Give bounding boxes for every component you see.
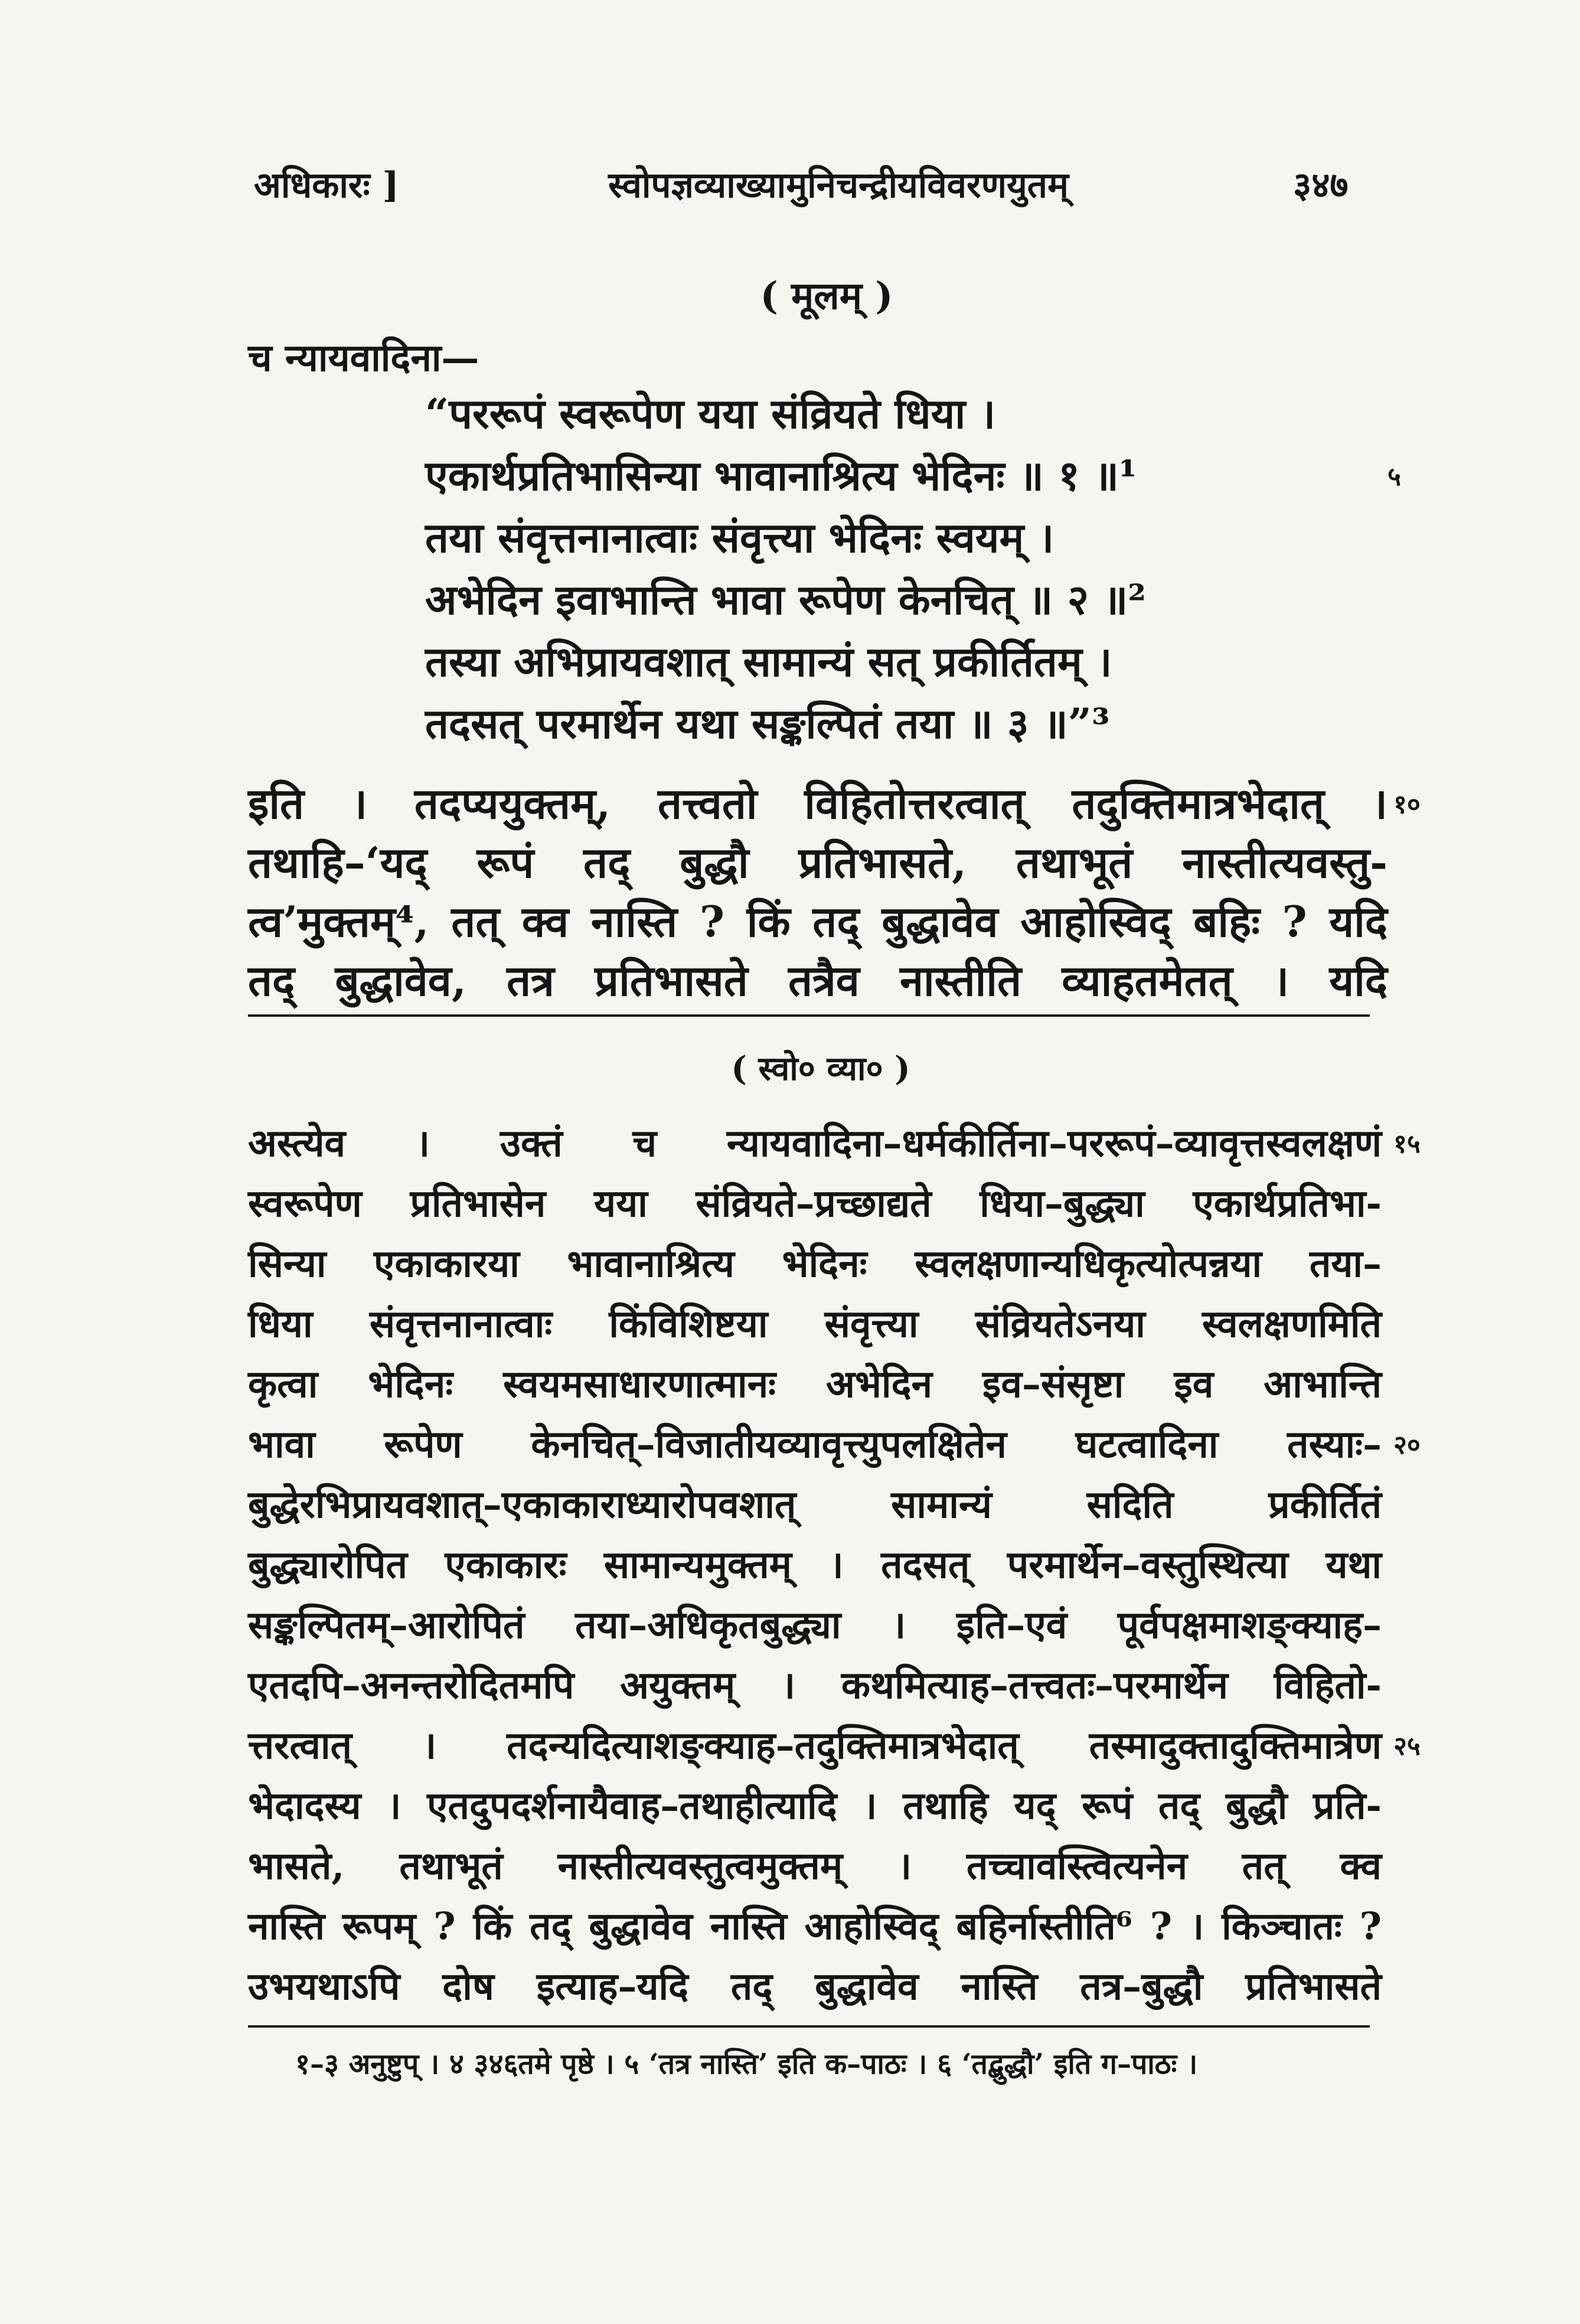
commentary-line: भावा रूपेण केनचित्–विजातीयव्यावृत्त्युपलक्षितेन घटत्वादिना तस्याः– xyxy=(248,1422,1382,1467)
commentary-line: बुद्धेरभिप्रायवशात्–एकाकाराध्यारोपवशात् सामान्यं सदिति प्रकीर्तितं xyxy=(248,1483,1382,1527)
commentary-line: अस्त्येव । उक्तं च न्यायवादिना–धर्मकीर्तिना–पररूपं–व्यावृत्तस्वलक्षणं xyxy=(248,1121,1382,1166)
section-divider xyxy=(248,1014,1370,1017)
commentary-line: स्वरूपेण प्रतिभासेन यया संव्रियते–प्रच्छाद्यते धिया–बुद्ध्या एकार्थप्रतिभा- xyxy=(248,1181,1382,1226)
verse-line: तया संवृत्तनानात्वाः संवृत्त्या भेदिनः स्वयम् । xyxy=(425,513,1055,562)
verse-line: “पररूपं स्वरूपेण यया संव्रियते धिया । xyxy=(425,389,996,438)
commentary-line: त्तरत्वात् । तदन्यदित्याशङ्क्याह–तदुक्तिमात्रभेदात् तस्मादुक्तादुक्तिमात्रेण xyxy=(248,1724,1382,1768)
mula-prose-line: इति । तदप्ययुक्तम्, तत्त्वतो विहितोत्तरत्वात् तदुक्तिमात्रभेदात् । xyxy=(248,778,1388,828)
header-title: स्वोपज्ञव्याख्यामुनिचन्द्रीयविवरणयुतम् xyxy=(608,165,1069,206)
line-number: १५ xyxy=(1393,1129,1421,1159)
verse-line: अभेदिन इवाभान्ति भावा रूपेण केनचित् ॥ २ ॥² xyxy=(425,575,1146,624)
commentary-line: भासते, तथाभूतं नास्तीत्यवस्तुत्वमुक्तम् । तच्चावस्त्वित्यनेन तत् क्व xyxy=(248,1844,1382,1888)
commentary-line: नास्ति रूपम् ? किं तद् बुद्धावेव नास्ति आहोस्विद् बहिर्नास्तीति⁶ ? । किञ्चातः ? xyxy=(248,1904,1382,1948)
mula-prose-line: त्व’मुक्तम्⁴, तत् क्व नास्ति ? किं तद् बुद्धावेव आहोस्विद् बहिः ? यदि xyxy=(248,896,1388,946)
mula-heading: ( मूलम् ) xyxy=(760,274,893,318)
mula-intro: च न्यायवादिना— xyxy=(248,336,479,380)
mula-prose-line: तथाहि–‘यद् रूपं तद् बुद्धौ प्रतिभासते, तथाभूतं नास्तीत्यवस्तु- xyxy=(248,837,1388,887)
commentary-line: उभयथाऽपि दोष इत्याह–यदि तद् बुद्धावेव नास्ति तत्र–बुद्धौ प्रतिभासते xyxy=(248,1964,1382,2009)
commentary-line: कृत्वा भेदिनः स्वयमसाधारणात्मानः अभेदिन इव–संसृष्टा इव आभान्ति xyxy=(248,1362,1382,1406)
commentary-line: धिया संवृत्तनानात्वाः किंविशिष्टया संवृत्त्या संव्रियतेऽनया स्वलक्षणमिति xyxy=(248,1302,1382,1346)
footnote-divider xyxy=(248,2025,1370,2028)
footnote: १–३ अनुष्टुप् । ४ ३४६तमे पृष्ठे । ५ ‘तत्र नास्ति’ इति क–पाठः । ६ ‘तद्बुद्धौ’ इति ग–पाठः । xyxy=(295,2048,1198,2081)
commentary-line: बुद्ध्यारोपित एकाकारः सामान्यमुक्तम् । तदसत् परमार्थेन–वस्तुस्थित्या यथा xyxy=(248,1543,1382,1587)
line-number: २५ xyxy=(1393,1731,1421,1761)
commentary-line: एतदपि–अनन्तरोदितमपि अयुक्तम् । कथमित्याह–तत्त्वतः–परमार्थेन विहितो- xyxy=(248,1663,1382,1708)
header-left: अधिकारः ] xyxy=(254,165,399,206)
commentary-line: सङ्कल्पितम्–आरोपितं तया–अधिकृतबुद्ध्या । इति–एवं पूर्वपक्षमाशङ्क्याह– xyxy=(248,1603,1382,1647)
verse-line: तदसत् परमार्थेन यथा सङ्कल्पितं तया ॥ ३ ॥”³ xyxy=(425,699,1110,748)
line-number: १० xyxy=(1393,789,1421,820)
commentary-line: सिन्या एकाकारया भावानाश्रित्य भेदिनः स्वलक्षणान्यधिकृत्योत्पन्नया तया– xyxy=(248,1242,1382,1286)
page-number: ३४७ xyxy=(1293,165,1349,206)
line-number: ५ xyxy=(1388,462,1401,492)
mula-prose-line: तद् बुद्धावेव, तत्र प्रतिभासते तत्रैव नास्तीति व्याहतमेतत् । यदि xyxy=(248,955,1388,1006)
line-number: २० xyxy=(1393,1430,1421,1460)
verse-line: तस्या अभिप्रायवशात् सामान्यं सत् प्रकीर्तितम् । xyxy=(425,637,1112,686)
commentary-line: भेदादस्य । एतदुपदर्शनायैवाह–तथाहीत्यादि । तथाहि यद् रूपं तद् बुद्धौ प्रति- xyxy=(248,1784,1382,1828)
verse-line: एकार्थप्रतिभासिन्या भावानाश्रित्य भेदिनः ॥ १ ॥¹ xyxy=(425,451,1137,500)
commentary-heading: ( स्वो० व्या० ) xyxy=(731,1049,910,1088)
